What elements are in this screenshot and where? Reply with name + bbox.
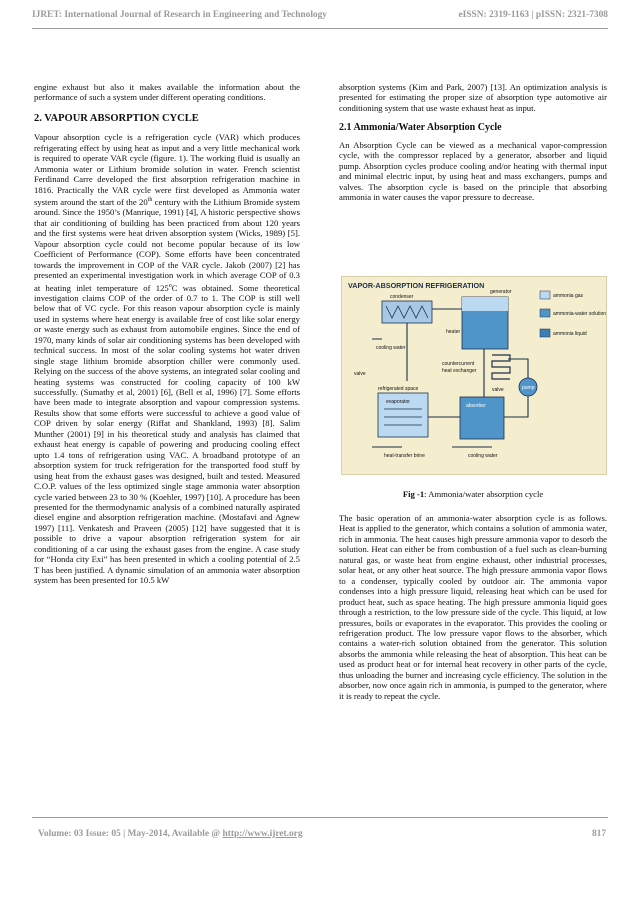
figure-caption xyxy=(339,489,607,499)
label-generator: generator xyxy=(490,289,512,295)
subsection-paragraph: An Absorption Cycle can be viewed as a mechanical vapor-compression cycle, with the compressor replaced by a generator, absorber and liquid pump. Absorption cycles produce cooling and/or heating with thermal input and minimal electric input, by using heat and mass exchangers, pumps and valves. The absorption cycle is based on the principle that absorbing ammonia in water causes the vapor pressure to decrease. xyxy=(339,139,607,203)
caption-label: Fig -1 xyxy=(402,489,425,499)
label-valve: valve xyxy=(354,371,366,377)
label-absorber: absorber xyxy=(466,403,486,409)
right-intro: absorption systems (Kim and Park, 2007) [13]. An optimization analysis is presented for estimating the proper size of absorption type automotive air conditioning system that use waste exhaust heat as input. xyxy=(339,82,607,113)
footer-url[interactable]: http://www.ijret.org xyxy=(222,829,303,839)
label-evaporator: evaporator xyxy=(386,399,410,405)
legend-swatch-solution xyxy=(540,309,550,317)
label-cooling-water-2: cooling water xyxy=(468,453,498,459)
footer-rule xyxy=(32,817,608,818)
label-heat-transfer-brine: heat-transfer brine xyxy=(384,453,425,459)
footer-volume: Volume: 03 Issue: 05 | May-2014, Available @ http://www.ijret.org xyxy=(38,829,303,839)
journal-title: IJRET: International Journal of Research in Engineering and Technology xyxy=(32,10,327,20)
issn: eISSN: 2319-1163 | pISSN: 2321-7308 xyxy=(458,10,608,20)
left-column xyxy=(34,82,300,586)
label-heater: heater xyxy=(446,329,461,335)
label-heat-exchanger: heat exchanger xyxy=(442,368,477,374)
section-paragraph: Vapour absorption cycle is a refrigeration cycle (VAR) which produces refrigerating effect by using heat as input and a very little mechanical work is required to operate VAR cycle (figure. 1). The working fluid is usually an Ammonia water or Lithium bromide solution in water. French scientist Ferdinand Carre developed the first absorption refrigeration machine in 1816. Practically the VAR cycle were first developed as Ammonia water system around the start of the 20th century with the Lithium Bromide system around. Since the 1950’s (Manrique, 1991) [4], A historic perspective shows that air conditioning of building has been practiced from about 120 years and the first systems were heat driven absorption system (Wicks, 1989) [5]. Vapour absorption cycle could not become popular because of its low Coefficient of Performance (COP). Some efforts have been concentrated towards the improvement in COP of the VAR cycle. Jakob (2007) [2] has presented an experimental investigation work in which average COP of 0.3 at heating inlet temperature of 125$^o$C was obtained. Some theoretical investigation claims COP of the order of 0.7 to 1. The COP is still well below that of VC cycle. For this reason vapour absorption cycle is mainly used in systems where heat energy is available free of cost like solar energy or waste energy such as exhaust from automobile engines. Since the end of 1970, many kinds of solar air conditioning systems has been developed with technical success. In most of the solar cooling systems hot water driven single stage lithium bromide absorption chiller were commonly used. Relying on the success of the above systems, an integrated solar cooling and heating systems was constructed for cooling capacity of 100 kW successfully. (Sumathy et al, 2001) [6], (Bell et al, 1996) [7]. Some efforts have been made to integrate absorption and vapour compression systems. Results show that some efforts were successful to achieve a good value of COP driven by solar energy (Riffat and Shankland, 1993) [8]. Salim Munther (2001) [9] in his theoretical study and analysis has claimed that exhaust heat energy is capable of powering and producing cooling effect upto 1.4 tons of refrigeration using VAC. A broadband prototype of an absorption system for truck refrigeration for the transported food stuff by using heat from the exhaust gases was designed, built and tested. Measured C.O.P. values of the less optimized single stage ammonia water absorption cycle varied between 23 to 30 % (Koehler, 1997) [10]. A procedure has been presented for the thermodynamic analysis of a combined naturally aspirated diesel engine and absorption refrigeration machine. (Mostafavi and Agnew 1997) [11]. Venkatesh and Praveen (2005) [12] have suggested that it is possible to drive a vapour absorption refrigeration system for air conditioning of a car using the exhaust gases from the engine. A case study for “Honda city Exi” has been presented in which a cooling potential of 2.5 T has been justified. A dynamic simulation of an ammonia water absorption system has been presented for 10.5 kW xyxy=(34,132,300,586)
legend-swatch-gas xyxy=(540,291,550,299)
legend-label-solution: ammonia-water solution xyxy=(553,311,606,317)
right-column-bottom xyxy=(339,513,607,701)
generator-vapor xyxy=(462,297,508,311)
right-column-top xyxy=(339,82,607,203)
absorption-diagram xyxy=(341,276,607,475)
label-condenser: condenser xyxy=(390,294,414,300)
legend-swatch-liquid xyxy=(540,329,550,337)
label-countercurrent: countercurrent xyxy=(442,361,475,367)
page-header xyxy=(32,10,608,20)
heat-exchanger-coil xyxy=(492,355,510,379)
figure-title: VAPOR-ABSORPTION REFRIGERATION xyxy=(348,281,485,290)
absorption-diagram-svg xyxy=(342,277,606,474)
caption-text: : Ammonia/water absorption cycle xyxy=(424,489,544,499)
label-cooling-water: cooling water xyxy=(376,345,406,351)
label-refrigerated-space: refrigerated space xyxy=(378,386,419,392)
header-rule xyxy=(32,28,608,29)
label-pump: pump xyxy=(522,385,535,391)
page-number: 817 xyxy=(591,829,606,839)
legend-label-gas: ammonia gas xyxy=(553,293,584,299)
left-intro: engine exhaust but also it makes available the information about the performance of such a system under different operating conditions. xyxy=(34,82,300,103)
subsection-title: 2.1 Ammonia/Water Absorption Cycle xyxy=(339,122,502,134)
section-title: 2. VAPOUR ABSORPTION CYCLE xyxy=(34,112,199,124)
page-footer xyxy=(38,829,606,839)
label-valve-2: valve xyxy=(492,387,504,393)
legend-label-liquid: ammonia liquid xyxy=(553,331,587,337)
operation-paragraph: The basic operation of an ammonia-water absorption cycle is as follows. Heat is applied to the generator, which contains a solution of ammonia water, rich in ammonia. The heat causes high pressure ammonia vapor to desorb the solution. Heat can either be from combustion of a fuel such as clean-burning natural gas, or waste heat from engine exhaust, other industrial processes, solar heat, or any other heat source. The high pressure ammonia vapor flows to a condenser, typically cooled by outdoor air. The ammonia vapor condenses into a high pressure liquid, releasing heat which can be used for product heat, such as space heating. The high pressure ammonia liquid goes through a restriction, to the low pressure side of the cycle. This liquid, at low pressures, boils or evaporates in the evaporator. This provides the cooling or refrigeration product. The low pressure vapor flows to the absorber, which contains a water-rich solution obtained from the generator. This solution absorbs the ammonia while releasing the heat of absorption. This heat can be used as product heat or for internal heat recovery in other parts of the cycle, thus unloading the burner and increasing cycle efficiency. The solution in the absorber, now once again rich in ammonia, is pumped to the generator, where it is ready to repeat the cycle. xyxy=(339,513,607,701)
